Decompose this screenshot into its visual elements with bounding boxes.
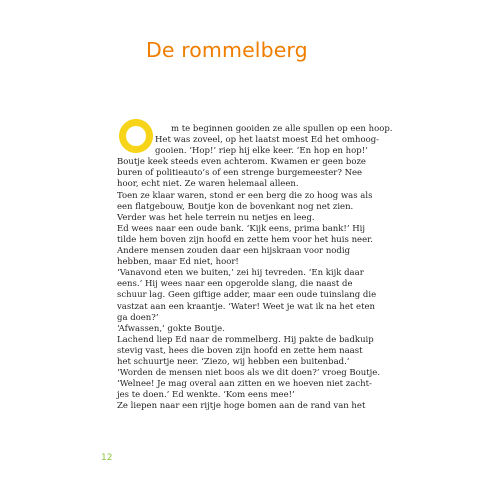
- chapter-body-text: [117, 124, 393, 412]
- text-line: Ze liepen naar een rijtje hoge bomen aan de rand van het: [117, 401, 366, 412]
- text-line: Toen ze klaar waren, stond er een berg die zo hoog was als: [117, 190, 373, 201]
- text-line: m te beginnen gooiden ze alle spullen op een hoop.: [171, 124, 393, 134]
- text-line: buren of politieauto’s of een strenge burgemeester? Nee: [117, 168, 363, 179]
- text-line: ga doen?’: [117, 312, 159, 323]
- chapter-title: De rommelberg: [146, 38, 308, 62]
- text-line: een flatgebouw, Boutje kon de bovenkant nog net zien.: [117, 201, 354, 212]
- page-number: 12: [101, 453, 113, 463]
- text-line: Andere mensen zouden daar een hijskraan voor nodig: [117, 246, 351, 257]
- text-line: Lachend liep Ed naar de rommelberg. Hij pakte de badkuip: [117, 334, 374, 345]
- text-line: jes te doen.’ Ed wenkte. ‘Kom eens mee!’: [117, 390, 295, 401]
- text-line: ‘Worden de mensen niet boos als we dit doen?’ vroeg Boutje.: [117, 368, 381, 379]
- text-line: Verder was het hele terrein nu netjes en leeg.: [117, 212, 315, 223]
- text-line: ‘Vanavond eten we buiten,’ zei hij tevreden. ‘En kijk daar: [117, 268, 364, 279]
- text-line: het schuurtje neer. ‘Ziezo, wij hebben een buitenbad.’: [117, 356, 350, 367]
- text-line: stevig vast, hees die boven zijn hoofd en zette hem naast: [117, 345, 363, 356]
- text-line: ‘Afwassen,’ gokte Boutje.: [117, 323, 225, 334]
- text-line: ‘Welnee! Je mag overal aan zitten en we hoeven niet zacht-: [117, 379, 372, 390]
- text-line: Het was zoveel, op het laatst moest Ed het omhoog-: [155, 135, 380, 146]
- text-line: Ed wees naar een oude bank. ‘Kijk eens, prima bank!’ Hij: [117, 223, 365, 234]
- text-line: Boutje keek steeds even achterom. Kwamen er geen boze: [117, 157, 366, 168]
- text-line: hebben, maar Ed niet, hoor!: [117, 257, 239, 268]
- text-line: schuur lag. Geen giftige adder, maar een oude tuinslang die: [117, 290, 377, 301]
- text-line: gooien. ‘Hop!’ riep hij elke keer. ‘En hop en hop!’: [155, 146, 368, 157]
- text-line: eens.’ Hij wees naar een opgerolde slang, die naast de: [117, 279, 353, 290]
- text-line: hoor, echt niet. Ze waren helemaal alleen.: [117, 179, 299, 190]
- text-line: vastzat aan een kraantje. ‘Water! Weet je wat ik na het eten: [117, 301, 376, 312]
- text-line: tilde hem boven zijn hoofd en zette hem voor het huis neer.: [117, 234, 373, 245]
